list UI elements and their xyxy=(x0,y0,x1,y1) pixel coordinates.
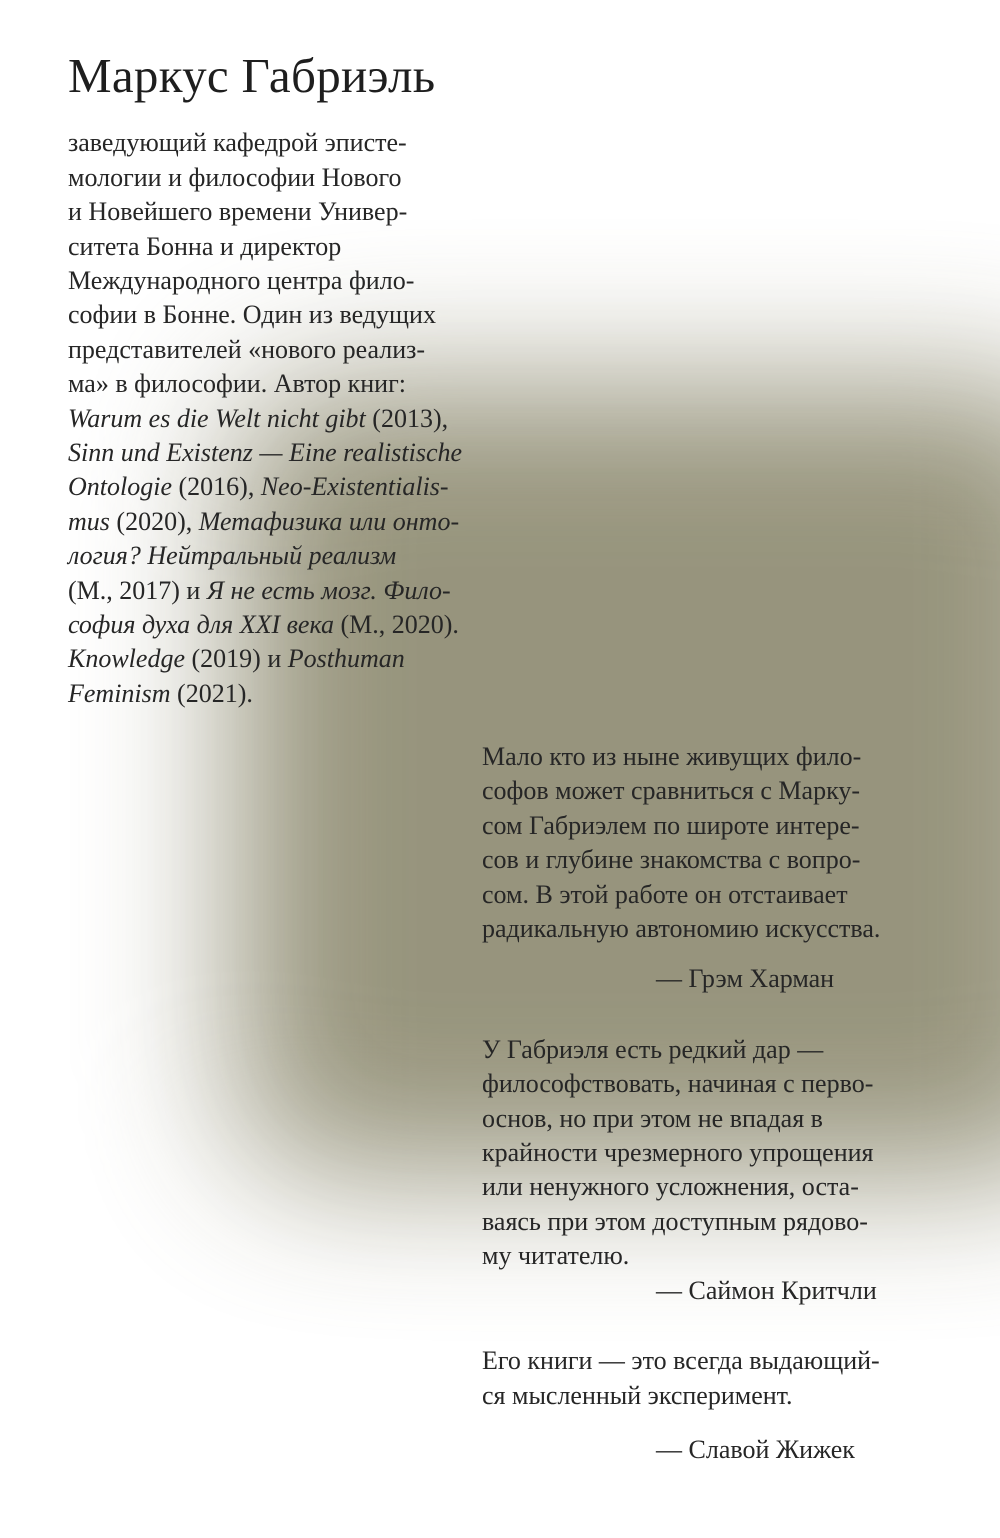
bio-line xyxy=(68,608,538,642)
bio-book-title: логия? Нейтральный реализм xyxy=(68,541,397,571)
bio-segment: (2013), xyxy=(365,403,449,433)
blurb-line: или ненужного усложнения, оста- xyxy=(482,1172,859,1202)
blurb-line: философствовать, начиная с перво- xyxy=(482,1069,874,1099)
author-bio xyxy=(68,126,538,711)
bio-segment: софии в Бонне. Один из ведущих xyxy=(68,300,436,330)
bio-segment: (М., 2020). xyxy=(333,610,459,640)
blurb-critchley xyxy=(482,1033,982,1308)
blurb-line: му читателю. xyxy=(482,1241,630,1271)
bio-line xyxy=(68,333,538,367)
bio-segment: ма» в философии. Автор книг: xyxy=(68,369,406,399)
bio-line xyxy=(68,298,538,332)
bio-book-title: софия духа для XXI века xyxy=(68,610,334,640)
bio-line xyxy=(68,264,538,298)
blurb-harman xyxy=(482,740,982,997)
blurb-line: софов может сравниться с Марку- xyxy=(482,776,861,806)
blurb-line: радикальную автономию искусства. xyxy=(482,914,881,944)
bio-segment: (2020), xyxy=(109,506,199,536)
bio-segment: (2016), xyxy=(172,472,261,502)
blurb-line: Его книги — это всегда выдающий- xyxy=(482,1346,880,1376)
bio-line xyxy=(68,161,538,195)
bio-line xyxy=(68,402,538,436)
blurb-line: Мало кто из ныне живущих фило- xyxy=(482,742,862,771)
blurb-line: основ, но при этом не впадая в xyxy=(482,1103,823,1133)
blurb-line: ся мысленный эксперимент. xyxy=(482,1380,793,1410)
bio-line xyxy=(68,367,538,401)
bio-line xyxy=(68,505,538,539)
author-name: Маркус Габриэль xyxy=(68,48,436,103)
bio-book-title: mus xyxy=(68,506,110,536)
bio-book-title: Sinn und Existenz — Eine realistische xyxy=(68,438,463,467)
bio-line xyxy=(68,539,538,573)
bio-line xyxy=(68,642,538,676)
bio-segment: и Новейшего времени Универ- xyxy=(68,197,408,227)
bio-line xyxy=(68,574,538,608)
bio-segment: представителей «нового реализ- xyxy=(68,334,426,364)
bio-book-title: Ontologie xyxy=(68,472,172,502)
blurb-line: У Габриэля есть редкий дар — xyxy=(482,1034,824,1064)
bio-line xyxy=(68,126,538,160)
bio-line xyxy=(68,195,538,229)
blurb-zizek xyxy=(482,1344,982,1467)
bio-book-title: Warum es die Welt nicht gibt xyxy=(68,403,366,433)
bio-book-title: Метафизика или онто- xyxy=(198,506,460,536)
bio-segment: (М., 2017) и xyxy=(68,575,207,605)
bio-segment: мологии и философии Нового xyxy=(68,162,402,192)
blurb-attribution: — Грэм Харман xyxy=(656,964,835,994)
bio-segment: Международного центра фило- xyxy=(68,265,415,295)
bio-line xyxy=(68,230,538,264)
blurb-line: ваясь при этом доступным рядово- xyxy=(482,1206,868,1236)
bio-book-title: Я не есть мозг. Фило- xyxy=(206,575,451,605)
bio-segment: (2021). xyxy=(170,678,253,708)
blurbs-section xyxy=(482,740,982,1467)
bio-line xyxy=(68,436,538,470)
bio-segment: ситета Бонна и директор xyxy=(68,231,342,261)
bio-book-title: Neo-Existentialis- xyxy=(260,472,449,502)
blurb-attribution: — Славой Жижек xyxy=(656,1434,855,1464)
blurb-attribution: — Саймон Критчли xyxy=(656,1275,877,1305)
blurb-line: сом Габриэлем по широте интере- xyxy=(482,810,860,840)
bio-segment: заведующий кафедрой эписте- xyxy=(68,128,407,158)
blurb-line: сов и глубине знакомства с вопро- xyxy=(482,845,861,875)
bio-book-title: Posthuman xyxy=(287,644,405,674)
blurb-line: крайности чрезмерного упрощения xyxy=(482,1138,874,1168)
bio-line xyxy=(68,677,538,711)
bio-book-title: Knowledge xyxy=(68,644,185,674)
bio-line xyxy=(68,470,538,504)
author-block xyxy=(68,48,538,711)
blurb-line: сом. В этой работе он отстаивает xyxy=(482,879,848,909)
bio-book-title: Feminism xyxy=(68,678,171,708)
bio-segment: (2019) и xyxy=(185,644,288,674)
